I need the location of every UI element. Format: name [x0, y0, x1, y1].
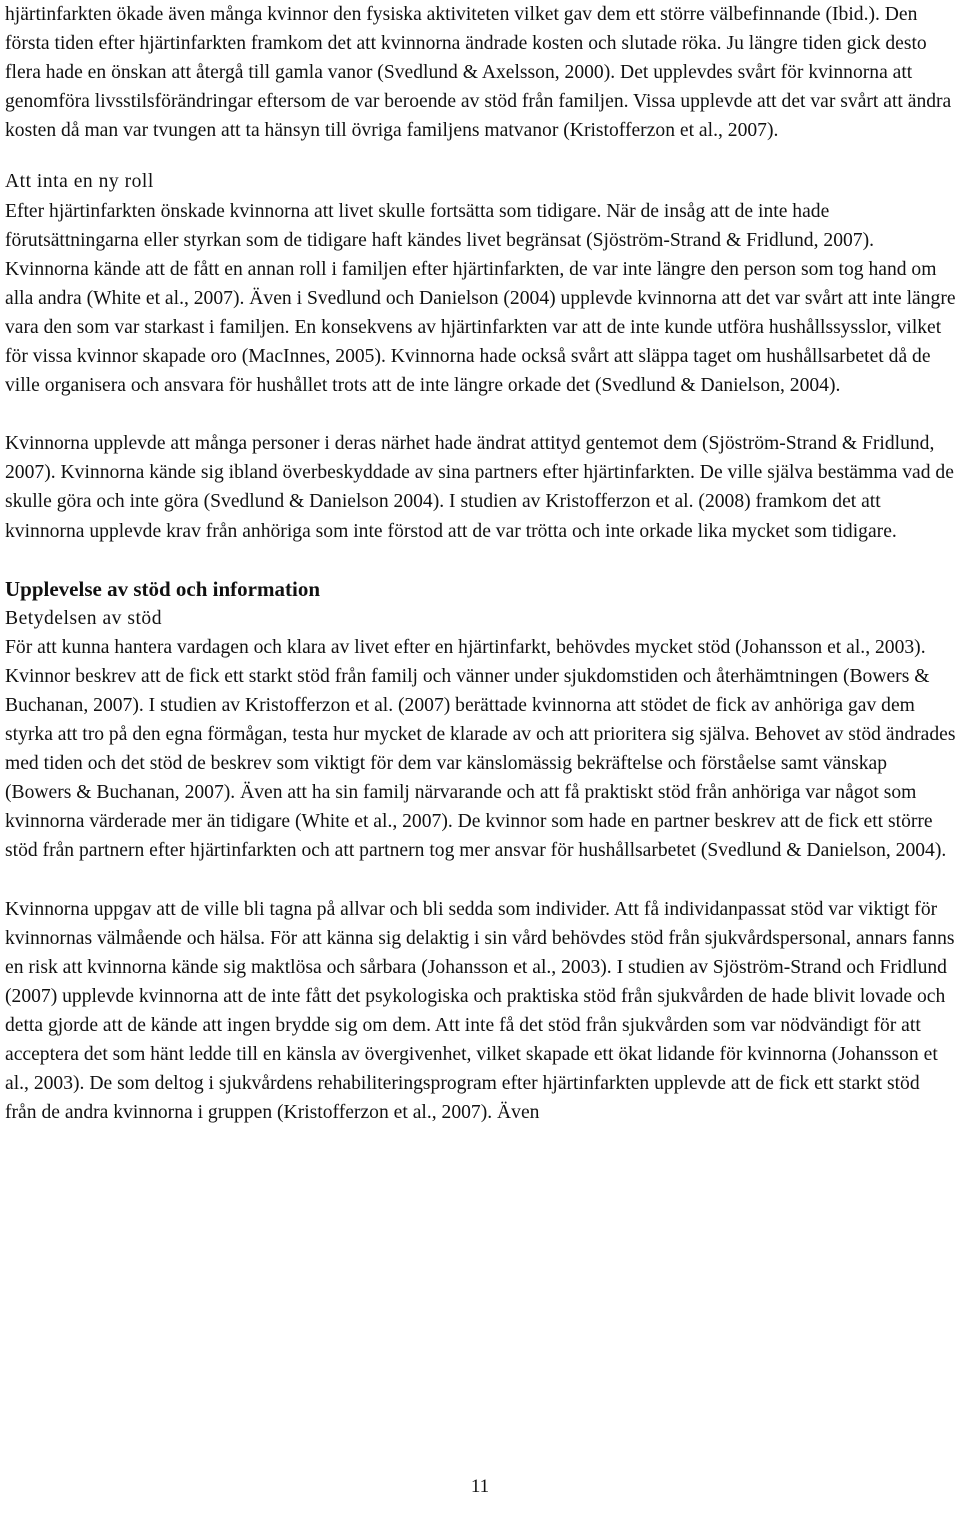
paragraph-lifestyle: hjärtinfarkten ökade även många kvinnor den fysiska aktiviteten vilket gav dem ett större välbefinnande (Ibid.). Den första tiden efter hjärtinfarkten framkom det att kvinnorna ändrade kosten och slutade röka. Ju längre tiden gick desto flera hade en önskan att återgå till gamla vanor (Svedlund & Axelsson, 2000). Det upplevdes svårt för kvinnorna att genomföra livsstilsförändringar eftersom de var beroende av stöd från familjen. Vissa upplevde att det var svårt att ändra kosten då man var tvungen att ta hänsyn till övriga familjens matvanor (Kristofferzon et al., 2007).	[5, 4, 952, 142]
paragraph-attitude: Kvinnorna upplevde att många personer i deras närhet hade ändrat attityd gentemot dem (Sjöström-Strand & Fridlund, 2007). Kvinnorna kände sig ibland överbeskyddade av sina partners efter hjärtinfarkten. De ville själva bestämma vad de skulle göra och inte göra (Svedlund & Danielson 2004). I studien av Kristofferzon et al. (2008) framkom det att kvinnorna upplevde krav från anhöriga som inte förstod att de var trötta och inte orkade lika mycket som tidigare.	[5, 433, 954, 542]
paragraph-gap	[5, 145, 956, 167]
page-content	[5, 0, 956, 1127]
paragraph-gap	[5, 400, 956, 429]
paragraph-gap	[5, 866, 956, 895]
subheading-support-importance: Betydelsen av stöd	[5, 607, 163, 629]
paragraph-new-role: Efter hjärtinfarkten önskade kvinnorna att livet skulle fortsätta som tidigare. När de insåg att de inte hade förutsättningarna eller styrkan som de tidigare haft kändes livet begränsat (Sjöström-Strand & Fridlund, 2007). Kvinnorna kände att de fått en annan roll i familjen efter hjärtinfarkten, de var inte längre den person som tog hand om alla andra (White et al., 2007). Även i Svedlund och Danielson (2004) upplevde kvinnorna att det var svårt att inte längre vara den som var starkast i familjen. En konsekvens av hjärtinfarkten var att de inte kunde utföra hushållssysslor, vilket för vissa kvinnor skapade oro (MacInnes, 2005). Kvinnorna hade också svårt att släppa taget om hushållsarbetet då de ville organisera och ansvara för hushållet trots att de inte längre orkade det (Svedlund & Danielson, 2004).	[5, 200, 956, 397]
paragraph-gap	[5, 546, 956, 575]
paragraph-healthcare: Kvinnorna uppgav att de ville bli tagna på allvar och bli sedda som individer. Att få individanpassat stöd var viktigt för kvinnornas välmående och hälsa. För att känna sig delaktig i sin vård behövdes stöd från sjukvårdspersonal, annars fanns en risk att kvinnorna kände sig maktlösa och sårbara (Johansson et al., 2003). I studien av Sjöström-Strand och Fridlund (2007) upplevde kvinnorna att de inte fått det psykologiska och praktiska stöd från sjukvården de hade blivit lovade och detta gjorde att de kände att ingen brydde sig om dem. Att inte få det stöd från sjukvården som var nödvändigt för att acceptera det som hänt ledde till en känsla av övergivenhet, vilket skapade ett ökat lidande för kvinnorna (Johansson et al., 2003). De som deltog i sjukvårdens rehabiliteringsprogram efter hjärtinfarkten upplevde att de fick ett starkt stöd från de andra kvinnorna i gruppen (Kristofferzon et al., 2007). Även	[5, 898, 955, 1124]
subheading-new-role: Att inta en ny roll	[5, 171, 154, 193]
page-number: 11	[470, 1476, 490, 1497]
paragraph-support: För att kunna hantera vardagen och klara av livet efter en hjärtinfarkt, behövdes mycket stöd (Johansson et al., 2003). Kvinnor beskrev att de fick ett starkt stöd från familj och vänner under sjukdomstiden och återhämtningen (Bowers & Buchanan, 2007). I studien av Kristofferzon et al. (2007) berättade kvinnorna att stödet de fick av anhöriga gav dem styrka att tro på den egna förmågan, testa hur mycket de klarade av och att prioritera sig själva. Behovet av stöd ändrades med tiden och det stöd de beskrev som viktigt för dem var känslomässig bekräftelse och förståelse samt vänskap (Bowers & Buchanan, 2007). Även att ha sin familj närvarande och att få praktiskt stöd från anhöriga var något som kvinnorna värderade mer än tidigare (White et al., 2007). De kvinnor som hade en partner beskrev att de fick ett större stöd från partnern efter hjärtinfarkten och att partnern tog mer ansvar för hushållsarbetet (Svedlund & Danielson, 2004).	[5, 636, 956, 862]
section-heading-support: Upplevelse av stöd och information	[5, 576, 320, 601]
